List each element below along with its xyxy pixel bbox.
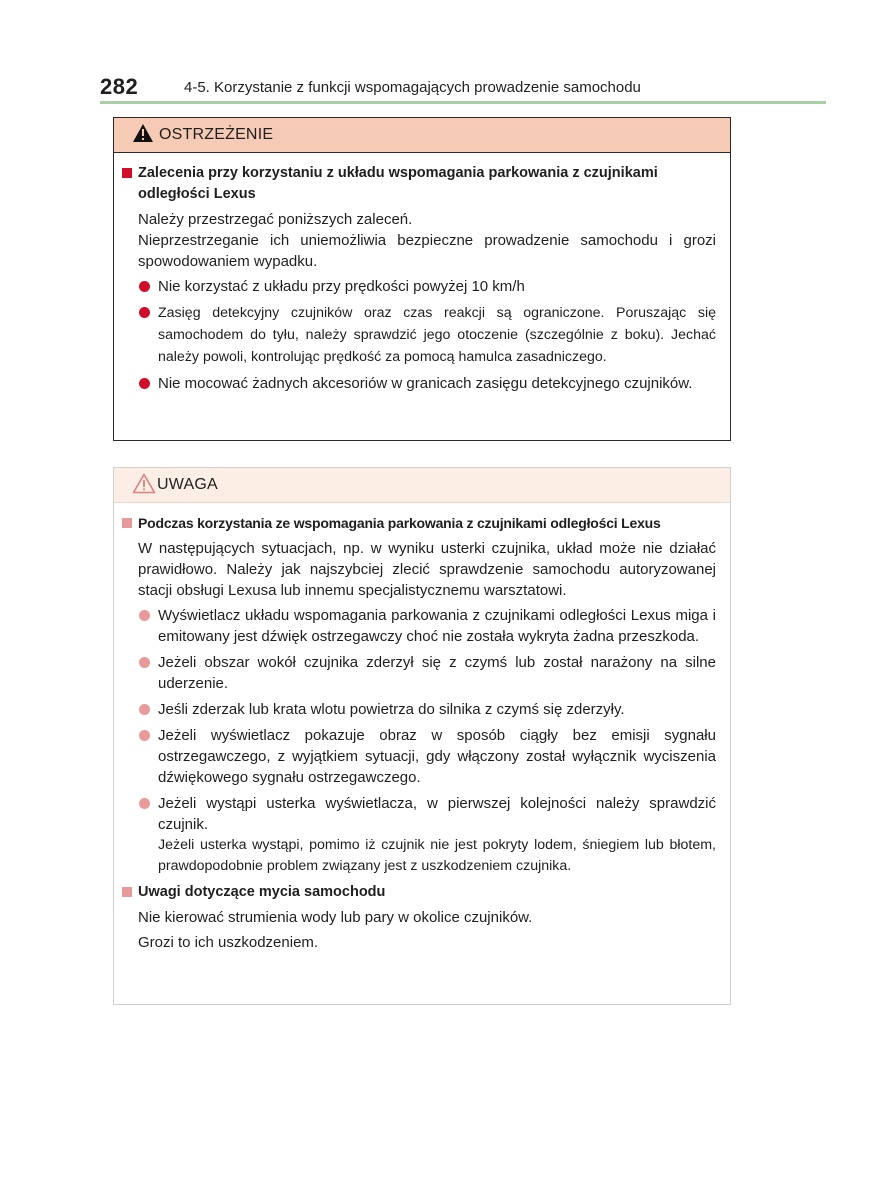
section-title: 4-5. Korzystanie z funkcji wspomagających prowadzenie samochodu xyxy=(184,79,641,96)
notice-bullet-text: Jeżeli wystąpi usterka wyświetlacza, w pierwszej kolejności należy sprawdzić czujnik. xyxy=(158,795,716,833)
list-item xyxy=(138,373,716,394)
notice-item-heading xyxy=(122,882,716,903)
round-bullet-icon xyxy=(139,730,150,741)
round-bullet-icon xyxy=(139,704,150,715)
notice-bullet-text: Jeśli zderzak lub krata wlotu powietrza do silnika z czymś się zderzyły. xyxy=(158,701,625,718)
notice-header xyxy=(114,468,730,503)
warning-intro-1: Należy przestrzegać poniższych zaleceń. xyxy=(138,211,413,228)
warning-heading-text: Zalecenia przy korzystaniu z układu wspomagania parkowania z czujnikami odległości Lexus xyxy=(138,165,658,202)
warning-bullet-text: Zasięg detekcyjny czujników oraz czas reakcji są ograniczone. Poruszając się samochodem do tyłu, należy sprawdzić jego otoczenie (szczególnie z boku). Jechać należy powoli, kontrolując prędkość za pomocą hamulca zasadniczego. xyxy=(158,305,716,365)
list-item xyxy=(138,793,716,877)
warning-bullet-list xyxy=(122,276,716,394)
list-item xyxy=(138,302,716,368)
warning-box xyxy=(113,117,731,441)
notice-paragraph: Grozi to ich uszkodzeniem. xyxy=(138,934,319,951)
square-bullet-icon xyxy=(122,518,132,528)
warning-header xyxy=(114,118,730,153)
square-bullet-icon xyxy=(122,168,132,178)
round-bullet-icon xyxy=(139,610,150,621)
notice-paragraph: Nie kierować strumienia wody lub pary w okolice czujników. xyxy=(138,909,533,926)
notice-bullet-text: Jeżeli wyświetlacz pokazuje obraz w sposób ciągły bez emisji sygnału ostrzegawczego, z wyjątkiem sytuacji, gdy włączony został wyłącznik wyciszenia dźwiękowego sygnału ostrzegawczego. xyxy=(158,727,716,786)
round-bullet-icon xyxy=(139,657,150,668)
notice-bullet-list xyxy=(122,605,716,877)
warning-triangle-icon xyxy=(132,123,154,143)
notice-bullet-text: Wyświetlacz układu wspomagania parkowania z czujnikami odległości Lexus miga i emitowany jest dźwięk ostrzegawczy choć nie została wykryta żadna przeszkoda. xyxy=(158,607,716,645)
header-divider xyxy=(100,101,826,104)
notice-paragraph: W następujących sytuacjach, np. w wyniku usterki czujnika, układ może nie działać prawidłowo. Należy jak najszybciej zlecić sprawdzenie samochodu autoryzowanej stacji obsługi Lexusa lub innemu specjalistycznemu warsztatowi. xyxy=(138,540,716,599)
warning-bullet-text: Nie korzystać z układu przy prędkości powyżej 10 km/h xyxy=(158,278,525,295)
list-item xyxy=(138,276,716,297)
caution-triangle-icon xyxy=(132,473,156,494)
warning-bullet-text: Nie mocować żadnych akcesoriów w granicach zasięgu detekcyjnego czujników. xyxy=(158,375,693,392)
list-item xyxy=(138,699,716,720)
square-bullet-icon xyxy=(122,887,132,897)
round-bullet-icon xyxy=(139,378,150,389)
list-item xyxy=(138,725,716,788)
warning-body xyxy=(114,153,730,394)
page-header xyxy=(100,74,824,102)
list-item xyxy=(138,605,716,647)
warning-title: OSTRZEŻENIE xyxy=(159,126,274,143)
list-item xyxy=(138,652,716,694)
notice-title: UWAGA xyxy=(157,476,218,493)
notice-bullet-text: Jeżeli obszar wokół czujnika zderzył się z czymś lub został narażony na silne uderzenie. xyxy=(158,654,716,692)
warning-item-heading xyxy=(122,163,716,205)
round-bullet-icon xyxy=(139,281,150,292)
warning-intro-2: Nieprzestrzeganie ich uniemożliwia bezpieczne prowadzenie samochodu i grozi spowodowaniem wypadku. xyxy=(138,232,716,270)
notice-heading-text: Uwagi dotyczące mycia samochodu xyxy=(138,884,386,900)
notice-item-heading xyxy=(122,513,716,534)
notice-box xyxy=(113,467,731,1005)
round-bullet-icon xyxy=(139,307,150,318)
round-bullet-icon xyxy=(139,798,150,809)
notice-body xyxy=(114,503,730,953)
notice-heading-text: Podczas korzystania ze wspomagania parkowania z czujnikami odległości Lexus xyxy=(138,515,661,531)
page-number: 282 xyxy=(100,74,139,99)
notice-bullet-extra: Jeżeli usterka wystąpi, pomimo iż czujnik nie jest pokryty lodem, śniegiem lub błotem, prawdopodobnie problem związany jest z uszkodzeniem czujnika. xyxy=(158,837,716,874)
